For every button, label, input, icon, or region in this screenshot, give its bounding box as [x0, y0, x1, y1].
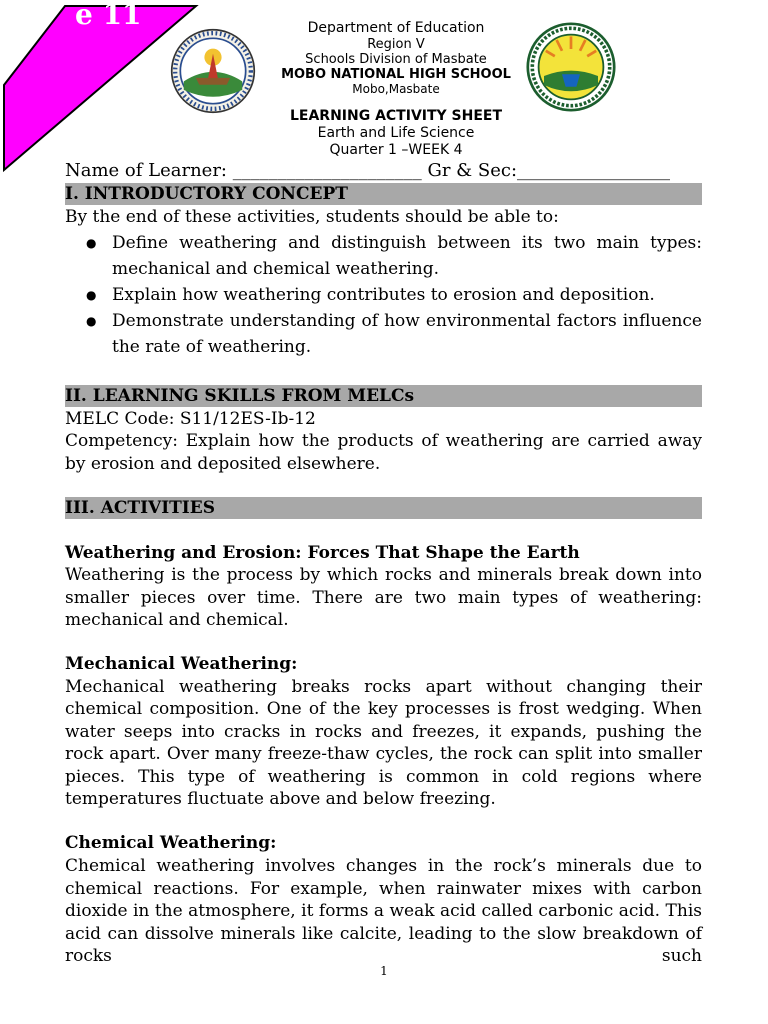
section-heading-activities: III. ACTIVITIES — [65, 497, 702, 519]
learner-line: Name of Learner: _____________________ Gr & Sec:_________________ — [65, 160, 671, 181]
quarter-label: Quarter 1 –WEEK 4 — [329, 142, 463, 158]
school-name: MOBO NATIONAL HIGH SCHOOL — [281, 67, 511, 82]
melc-code: MELC Code: S11/12ES-Ib-12 — [65, 409, 316, 429]
chemical-title: Chemical Weathering: — [65, 833, 277, 853]
intro-text: By the end of these activities, students should be able to: — [65, 207, 559, 227]
school-location: Mobo,Masbate — [352, 82, 440, 96]
mechanical-title: Mechanical Weathering: — [65, 654, 298, 674]
list-item: ● Define weathering and distinguish between its two main types: mechanical and chemical weathering. — [65, 230, 702, 282]
banner-text: e 11 — [75, 0, 142, 31]
objectives-list — [65, 230, 702, 360]
region-name: Region V — [367, 37, 425, 52]
section-heading-melcs: II. LEARNING SKILLS FROM MELCs — [65, 385, 702, 407]
department-name: Department of Education — [307, 20, 485, 36]
deped-seal-icon — [170, 28, 256, 114]
section-heading-introductory: I. INTRODUCTORY CONCEPT — [65, 183, 702, 205]
chemical-text: Chemical weathering involves changes in the rock’s minerals due to chemical reactions. For example, when rainwater mixes with carbon dioxide in the atmosphere, it forms a weak acid called carbonic acid. This acid can dissolve minerals like calcite, leading to the slow breakdown of rocks such — [65, 856, 702, 966]
page-number: 1 — [380, 964, 388, 978]
list-item: ● Demonstrate understanding of how environmental factors influence the rate of weathering. — [65, 308, 702, 360]
list-item: ● Explain how weathering contributes to erosion and deposition. — [65, 282, 702, 308]
subject-name: Earth and Life Science — [317, 125, 475, 141]
topic-title: Weathering and Erosion: Forces That Shape the Earth — [65, 543, 580, 563]
sheet-title: LEARNING ACTIVITY SHEET — [289, 108, 503, 124]
mechanical-text: Mechanical weathering breaks rocks apart without changing their chemical composition. One of the key processes is frost wedging. When water seeps into cracks in rocks and freezes, it expands, pushing the rock apart. Over many freeze-thaw cycles, the rock can split into smaller pieces. This type of weathering is common in cold regions where temperatures fluctuate above and below freezing. — [65, 677, 702, 810]
competency-text: Competency: Explain how the products of weathering are carried away by erosion and deposited elsewhere. — [65, 431, 702, 474]
division-name: Schools Division of Masbate — [305, 52, 487, 67]
topic-text: Weathering is the process by which rocks and minerals break down into smaller pieces over time. There are two main types of weathering: mechanical and chemical. — [65, 565, 702, 630]
